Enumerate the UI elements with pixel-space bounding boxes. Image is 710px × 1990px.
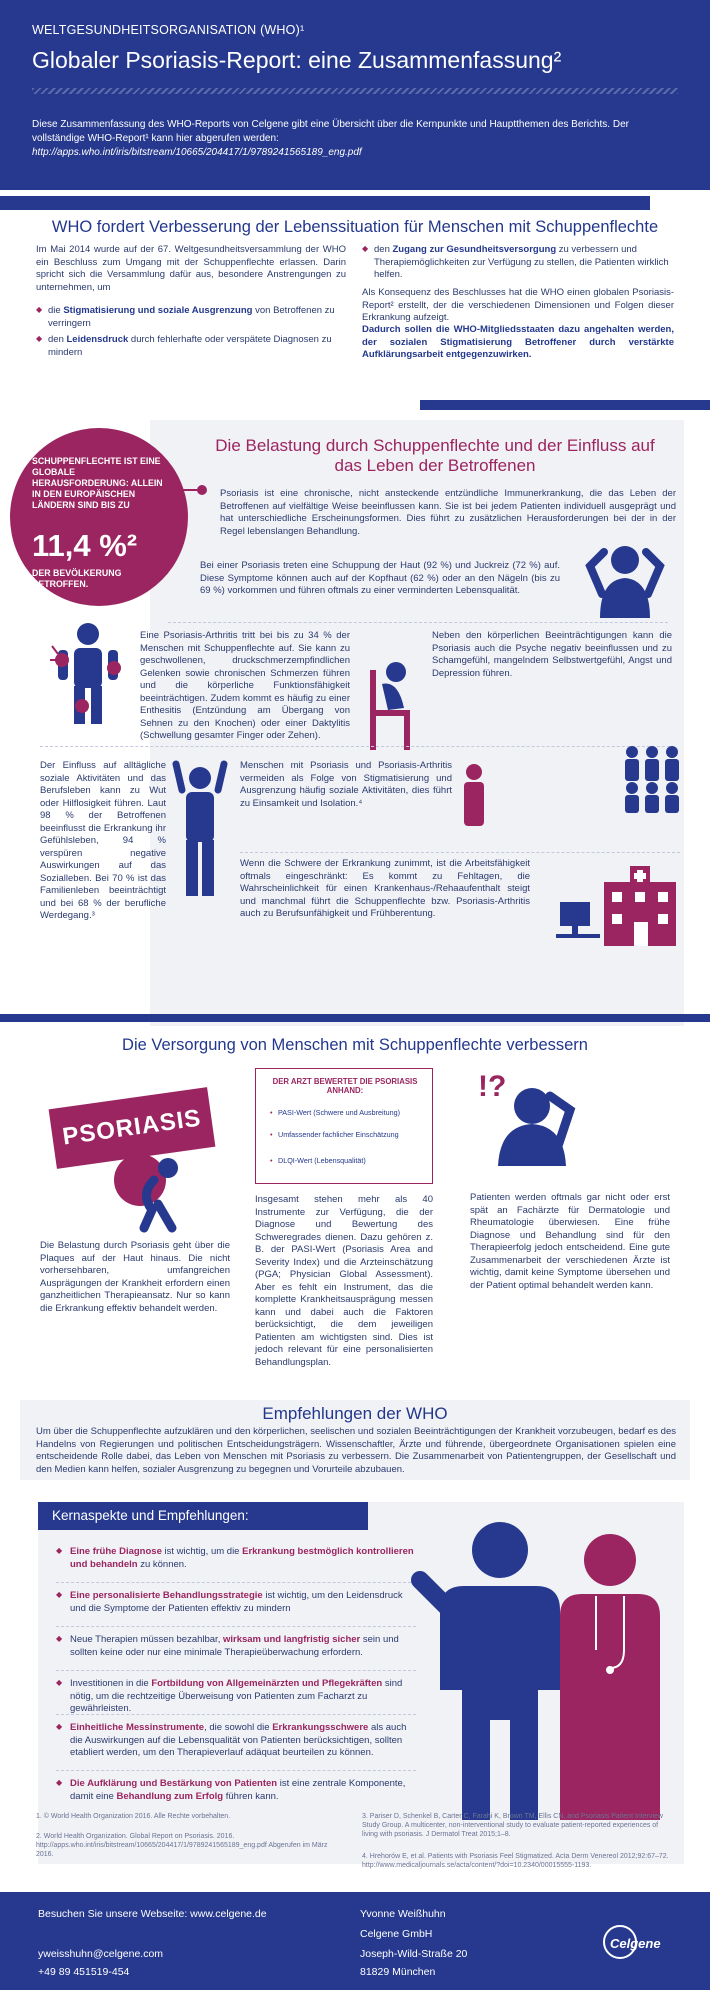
footer-email[interactable]: yweisshuhn@celgene.com — [38, 1948, 164, 1960]
assessment-item: • PASI-Wert (Schwere und Ausbreitung) — [270, 1109, 400, 1117]
statistic-circle — [10, 428, 188, 606]
footer — [0, 1892, 710, 1990]
header-divider — [32, 88, 678, 94]
footer-city: 81829 München — [360, 1966, 436, 1978]
s3-right: Patienten werden oftmals gar nicht oder erst spät an Fachärzte für Dermatologie und Rheumatologie überwiesen. Eine frühe Diagnose und Behandlung sind für den Therapieerfolg jedoch entscheidend. Eine gute Zusammenarbeit der verschiedenen Ärzte ist wichtig, damit keine Symptome übersehen und der Patient optimal behandelt werden kann. — [470, 1192, 670, 1291]
s1-bullet-2: ◆ den Leidensdruck durch fehlerhafte oder verspätete Diagnosen zu mindern — [36, 334, 346, 359]
s2-intro: Psoriasis ist eine chronische, nicht ansteckende entzündliche Immunerkrankung, die das Leben der Betroffenen auf vielfältige Weise beeinflussen kann. Sie ist bei jedem Patienten individuell ausgeprägt und hat unterschiedliche Erscheinungsformen. Dies führt zu zusätzlichen Herausforderungen bei der in der Regel lebenslangen Behandlung. — [220, 488, 676, 537]
key-aspect-item: ◆ Einheitliche Messinstrumente, die sowohl die Erkrankungsschwere als auch die Auswirkungen auf die Lebensqualität von Patienten berücksichtigen, sollten etabliert werden, um den Therapieverlauf adäquat beurteilen zu können. — [56, 1722, 416, 1760]
reference-4: 4. Hrehorów E, et al. Patients with Psoriasis Feel Stigmatized. Acta Derm Venereol 2012;92:67–72. http://www.medicaljournals.se/acta/content/?doi=10.2340/00015555-1193. — [362, 1853, 669, 1870]
s2-symptoms: Bei einer Psoriasis treten eine Schuppung der Haut (92 %) und Juckreiz (72 %) auf. Diese Symptome können auch auf der Kopfhaut (62 %) oder an den Nägeln (bis zu 69 %) vorkommen und führen oftmals zu einer verminderten Lebensqualität. — [200, 560, 560, 597]
reference-2: 2. World Health Organization. Global Report on Psoriasis. 2016. http://apps.who.int/iris/bitstream/10665/204417/1/9789241565189_eng.pdf Abgerufen im März 2016. — [36, 1833, 328, 1859]
section-band — [420, 400, 710, 410]
s3-middle: Insgesamt stehen mehr als 40 Instrumente zur Verfügung, die der Diagnose und Bewertung des Schweregrades dienen. Dazu gehören z. B. der PASI-Wert (Psoriasis Area and Severity Index) und die Arzteinschätzung (PGA; Physician Global Assessment). Aber es fehlt ein Instrument, das die komplette Krankheitsausprägung messen kann und dabei auch die Faktoren berücksichtigt, die dem jeweiligen Patienten am wichtigsten sind. Dies ist jedoch relevant für eine personalisierten Behandlungsplan. — [255, 1194, 433, 1368]
key-aspect-item: ◆ Die Aufklärung und Bestärkung von Patienten ist eine zentrale Komponente, damit eine Behandlung zum Erfolg führen kann. — [56, 1778, 416, 1803]
psoriasis-sign: PSORIASIS — [49, 1087, 216, 1169]
reference-3: 3. Pariser D, Schenkel B, Carter C, Farahi K, Brown TM, Ellis CN, and Psoriasis Patient Interview Study Group. A multicenter, non-interventional study to evaluate patient-reported experiences of living with psoriasis. J Dermatol Treat 2015;1–8. — [362, 1813, 663, 1839]
doctor-patient-icon — [420, 1520, 680, 1820]
organization-label: WELTGESUNDHEITSORGANISATION (WHO)¹ — [32, 23, 305, 37]
key-aspect-item: ◆ Neue Therapien müssen bezahlbar, wirksam und langfristig sicher sein und sollten keine oder nur eine minimale Therapieüberwachung erfordern. — [56, 1634, 416, 1659]
isolated-person-icon — [460, 760, 534, 830]
hospital-office-icon — [560, 862, 680, 946]
arrow-icon — [160, 480, 210, 500]
sad-person-chair-icon — [362, 650, 422, 750]
section1-title: WHO fordert Verbesserung der Lebenssituation für Menschen mit Schuppenflechte — [51, 218, 659, 236]
report-link[interactable]: http://apps.who.int/iris/bitstream/10665/204417/1/9789241565189_eng.pdf — [32, 147, 362, 158]
s1-bullet-3: ◆ den Zugang zur Gesundheitsversorgung zu verbessern und Therapiemöglichkeiten zur Verfügung zu stellen, die Patienten wirklich helfen. — [362, 244, 674, 282]
key-aspect-item: ◆ Eine personalisierte Behandlungsstrategie ist wichtig, um den Leidensdruck und die Symptome der Patienten effektiv zu mindern — [56, 1590, 416, 1615]
s3-left: Die Belastung durch Psoriasis geht über die Plaques auf der Haut hinaus. Die nicht vorhersehbaren, umfangreichen Ausprägungen der Krankheit erfordern einen ganzheitlichen Therapieansatz. Nur so kann die Erkrankung effektiv behandelt werden. — [40, 1240, 230, 1314]
footer-street: Joseph-Wild-Straße 20 — [360, 1948, 468, 1960]
section2-title: Die Belastung durch Schuppenflechte und der Einfluss auf das Leben der Betroffenen — [215, 436, 655, 475]
assessment-item: • Umfassender fachlicher Einschätzung — [270, 1131, 399, 1139]
key-aspects-title: Kernaspekte und Empfehlungen: — [38, 1502, 368, 1530]
assessment-title: DER ARZT BEWERTET DIE PSORIASIS ANHAND: — [272, 1077, 418, 1096]
footer-phone: +49 89 451519-454 — [38, 1966, 130, 1978]
stat-value: 11,4 %² — [32, 528, 138, 563]
svg-text:!?: !? — [478, 1070, 507, 1103]
divider — [40, 746, 670, 747]
divider — [240, 852, 680, 853]
s1-right-bold: Dadurch sollen die WHO-Mitgliedsstaaten dazu angehalten werden, der sozialen Stigmatisierung Betroffener durch verstärkte Aufklärungsarbeit entgegenzuwirken. — [362, 324, 674, 361]
s2-work: Wenn die Schwere der Erkrankung zunimmt, ist die Arbeitsfähigkeit oftmals eingeschränkt: Es kommt zu Fehltagen, die Wahrscheinlichkeit für einen Krankenhaus-/Rehaaufenthalt steigt und manchmal führt die Schuppenflechte bzw. Psoriasis-Arthritis auch zu Berufsunfähigkeit und Frühberentung. — [240, 858, 530, 920]
scratching-person-icon — [580, 538, 670, 618]
burdened-person-icon — [110, 1140, 200, 1230]
stat-intro: SCHUPPENFLECHTE IST EINE GLOBALE HERAUSFORDERUNG: ALLEIN IN DEN EUROPÄISCHEN LÄNDERN SIND BIS ZU — [32, 456, 163, 510]
key-aspect-item: ◆ Eine frühe Diagnose ist wichtig, um die Erkrankung bestmöglich kontrollieren und behandeln zu können. — [56, 1546, 416, 1571]
divider — [168, 622, 668, 623]
footer-website[interactable]: Besuchen Sie unsere Webseite: www.celgene.de — [38, 1908, 267, 1920]
s2-social: Der Einfluss auf alltägliche soziale Aktivitäten und das Berufsleben kann zu Wut oder Hilflosigkeit führen. Laut 98 % der Betroffenen beeinflusst die Erkrankung ihr Gefühlsleben, 94 % verspüren negative Auswirkungen auf das Sozialleben. Bei 70 % ist das Familienleben beeinträchtigt und bei 68 % der berufliche Werdegang.³ — [40, 760, 166, 922]
s4-intro: Um über die Schuppenflechte aufzuklären und den körperlichen, seelischen und sozialen Beeinträchtigungen der Krankheit vorzubeugen, bedarf es des Handelns von Regierungen und politischen Entscheidungsträgern. Wissenschaftler, Ärzte und führende, übergeordnete Organisationen spielen eine entscheidende Rolle dabei, das Leben von Menschen mit Psoriasis zu verbessern. Die Zusammenarbeit von Patientengruppen, der Gesellschaft und den Medien kann helfen, sozialer Ausgrenzung zu begegnen und Vorurteile abzubauen. — [36, 1426, 676, 1475]
divider — [56, 1714, 416, 1715]
divider — [56, 1626, 416, 1627]
svg-text:Celgene: Celgene — [610, 1936, 661, 1951]
despair-person-icon — [170, 760, 230, 900]
footer-name: Yvonne Weißhuhn — [360, 1908, 446, 1920]
page-title: Globaler Psoriasis-Report: eine Zusammenfassung² — [32, 47, 562, 73]
header-banner — [0, 0, 710, 190]
section4-title: Empfehlungen der WHO — [262, 1404, 448, 1423]
s1-right-text: Als Konsequenz des Beschlusses hat die WHO einen globalen Psoriasis-Report² erstellt, der die verschiedenen Dimensionen und Folgen dieser Erkrankung aufzeigt. — [362, 287, 674, 324]
assessment-box — [255, 1068, 433, 1184]
s2-isolation: Menschen mit Psoriasis und Psoriasis-Arthritis vermeiden als Folge von Stigmatisierung und Ausgrenzung häufig soziale Aktivitäten, dies führt zu Einsamkeit und Isolation.⁴ — [240, 760, 452, 809]
confused-person-icon — [470, 1066, 580, 1166]
intro-text: Diese Zusammenfassung des WHO-Reports von Celgene gibt eine Übersicht über die Kernpunkte und Hauptthemen des Berichts. Der vollständige WHO-Report¹ kann hier abgerufen werden: — [32, 119, 629, 144]
divider — [56, 1670, 416, 1671]
s2-psyche: Neben den körperlichen Beeinträchtigungen kann die Psoriasis auch die Psyche negativ beeinflussen und zu Schamgefühl, mangelndem Selbstwertgefühl, Angst und Depression führen. — [432, 630, 672, 679]
s2-arthritis: Eine Psoriasis-Arthritis tritt bei bis zu 34 % der Menschen mit Schuppenflechte auf. Sie kann zu geschwollenen, druckschmerzempfindlichen Gelenken sowie chronischen Schmerzen führen und die körperliche Funktionsfähigkeit beeinträchtigen. Zudem kommt es häufig zu einer Enthesitis (Entzündung am Übergang von Sehnen zu den Knochen) oder einer Daktylitis (Schwellung gesamter Finger oder Zehen). — [140, 630, 350, 742]
key-aspect-item: ◆ Investitionen in die Fortbildung von Allgemeinärzten und Pflegekräften sind nötig, um die rechtzeitige Überweisung von Patienten zum Facharzt zu gewährleisten. — [56, 1678, 416, 1716]
assessment-item: • DLQI-Wert (Lebensqualität) — [270, 1157, 366, 1165]
group-icon — [622, 744, 682, 814]
section-band — [0, 1014, 710, 1022]
header-intro — [32, 118, 678, 160]
s1-intro: Im Mai 2014 wurde auf der 67. Weltgesundheitsversammlung der WHO ein Beschluss zum Umgang mit der Schuppenflechte erlassen. Darin spricht sich die Versammlung dafür aus, besondere Anstrengungen zu unternehmen, um — [36, 244, 346, 293]
celgene-logo — [600, 1918, 660, 1968]
section-band — [0, 196, 650, 210]
s1-bullet-1: ◆ die Stigmatisierung und soziale Ausgrenzung von Betroffenen zu verringern — [36, 305, 346, 330]
footer-company: Celgene GmbH — [360, 1928, 433, 1940]
divider — [56, 1582, 416, 1583]
reference-1: 1. © World Health Organization 2016. Alle Rechte vorbehalten. — [36, 1813, 231, 1820]
section3-title: Die Versorgung von Menschen mit Schuppenflechte verbessern — [122, 1036, 588, 1054]
arthritis-person-icon — [48, 620, 128, 730]
stat-outro: DER BEVÖLKERUNG BETROFFEN. — [32, 568, 122, 589]
divider — [56, 1770, 416, 1771]
